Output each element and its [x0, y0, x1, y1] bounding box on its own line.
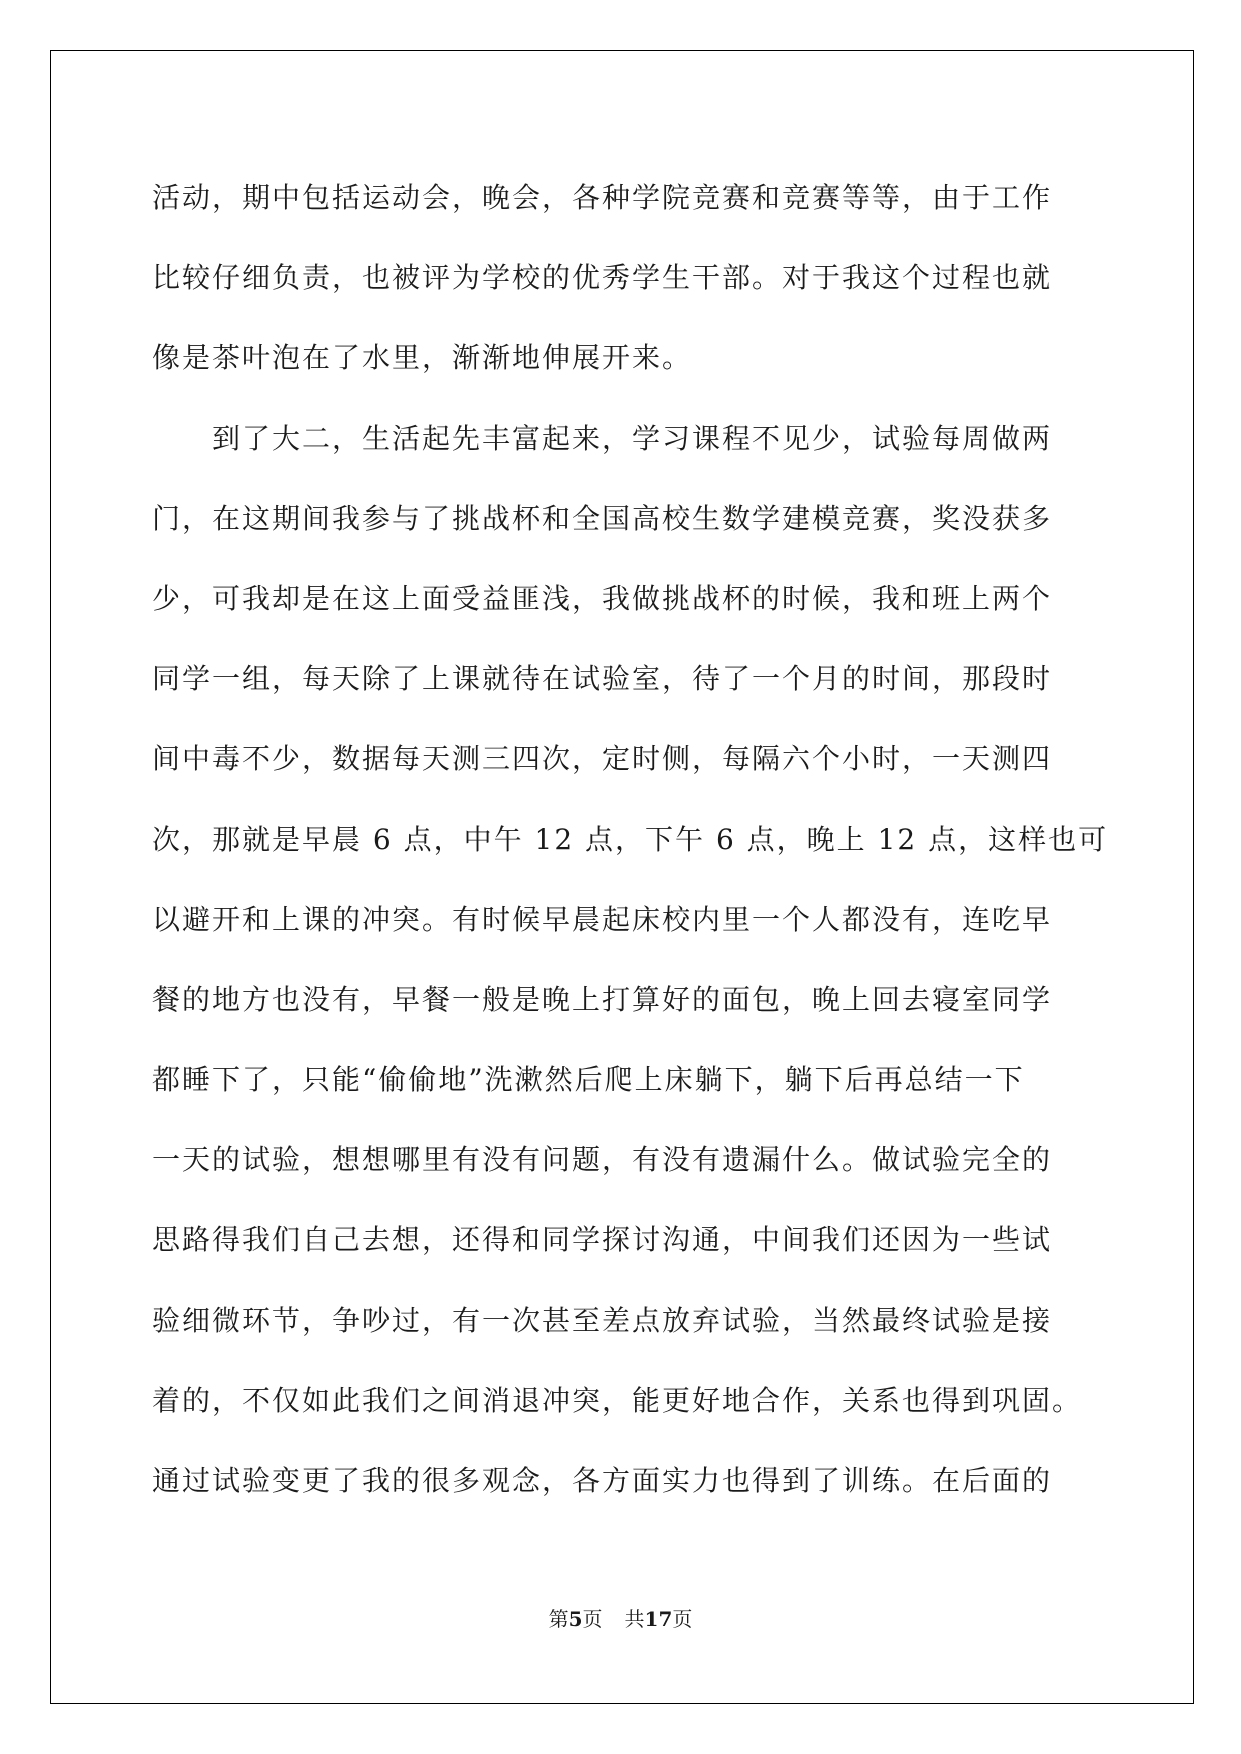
- text-line: 一天的试验，想想哪里有没有问题，有没有遗漏什么。做试验完全的: [152, 1143, 1053, 1177]
- paragraph-first-line: 到了大二，生活起先丰富起来，学习课程不见少，试验每周做两: [212, 421, 1053, 455]
- page-prefix: 第: [548, 1607, 569, 1631]
- text-line: 通过试验变更了我的很多观念，各方面实力也得到了训练。在后面的: [152, 1464, 1053, 1497]
- text-line: 活动，期中包括运动会，晚会，各种学院竞赛和竞赛等等，由于工作: [152, 181, 1053, 214]
- total-suffix: 页: [672, 1607, 693, 1631]
- total-pages: 17: [644, 1607, 673, 1631]
- page-footer: [0, 1603, 1241, 1632]
- text-line: 像是茶叶泡在了水里，渐渐地伸展开来。: [152, 341, 693, 375]
- text-line: 少，可我却是在这上面受益匪浅，我做挑战杯的时候，我和班上两个: [152, 581, 1053, 615]
- total-prefix: 共: [624, 1607, 645, 1631]
- text-line: 验细微环节，争吵过，有一次甚至差点放弃试验，当然最终试验是接: [152, 1303, 1053, 1337]
- text-line: 以避开和上课的冲突。有时候早晨起床校内里一个人都没有，连吃早: [152, 902, 1053, 936]
- document-body: [152, 158, 1109, 1521]
- text-line: 次，那就是早晨 6 点，中午 12 点，下午 6 点，晚上 12 点，这样也可: [152, 822, 1109, 856]
- text-line: 思路得我们自己去想，还得和同学探讨沟通，中间我们还因为一些试: [152, 1223, 1053, 1257]
- page-number: 5: [568, 1607, 583, 1631]
- text-line: 门，在这期间我参与了挑战杯和全国高校生数学建模竞赛，奖没获多: [152, 501, 1053, 535]
- text-line: 同学一组，每天除了上课就待在试验室，待了一个月的时间，那段时: [152, 662, 1053, 696]
- page-suffix: 页: [582, 1607, 603, 1631]
- text-line: 比较仔细负责，也被评为学校的优秀学生干部。对于我这个过程也就: [152, 261, 1053, 295]
- text-line: 间中毒不少，数据每天测三四次，定时侧，每隔六个小时，一天测四: [152, 742, 1053, 776]
- text-line: 都睡下了，只能“偷偷地”洗漱然后爬上床躺下，躺下后再总结一下: [152, 1063, 1025, 1097]
- text-line: 餐的地方也没有，早餐一般是晚上打算好的面包，晚上回去寝室同学: [152, 982, 1053, 1016]
- text-line: 着的，不仅如此我们之间消退冲突，能更好地合作，关系也得到巩固。: [152, 1383, 1083, 1417]
